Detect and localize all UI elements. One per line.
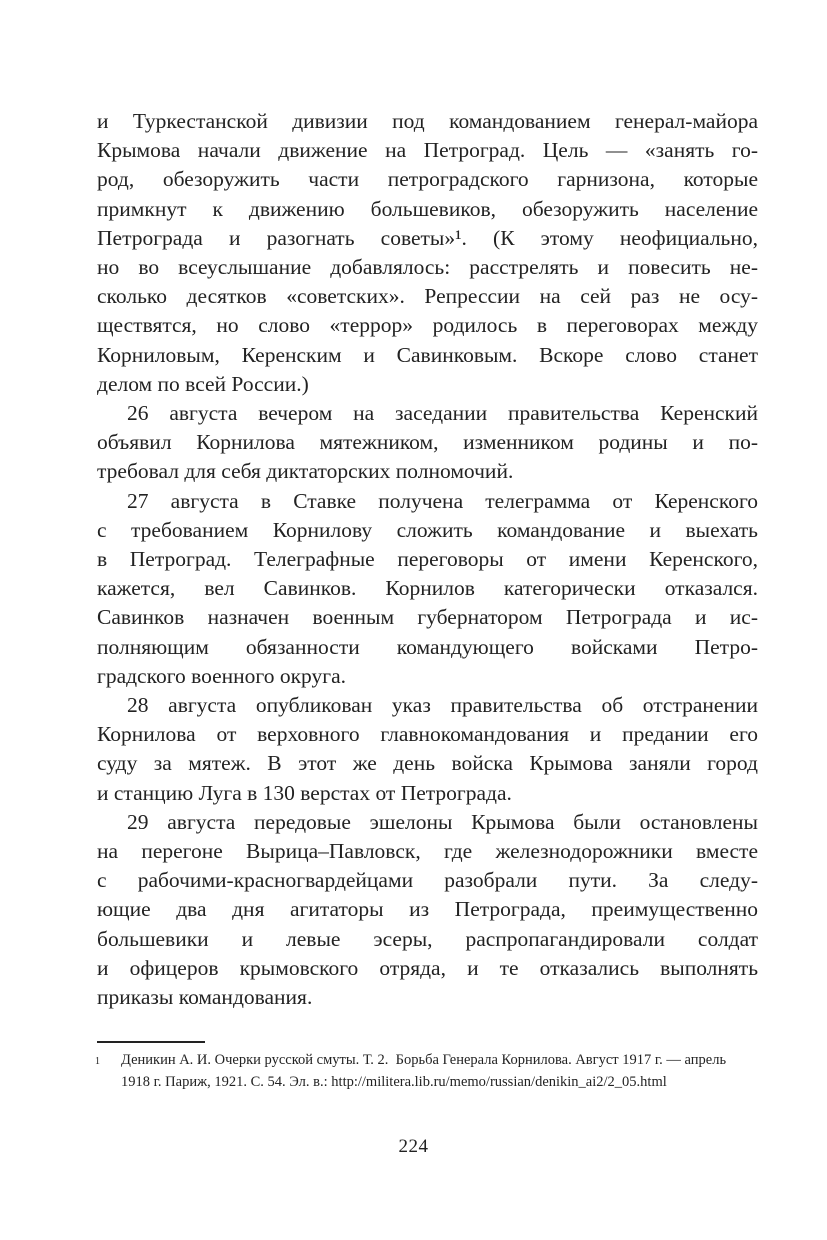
text-line: ществятся, но слово «террор» родилось в переговорах между xyxy=(97,313,758,338)
text-line: большевики и левые эсеры, распропагандировали солдат xyxy=(97,926,758,951)
footnote-text xyxy=(121,1049,760,1093)
paragraph xyxy=(97,487,758,691)
text-line: и офицеров крымовского отряда, и те отказались выполнять xyxy=(97,955,758,980)
text-line: кажется, вел Савинков. Корнилов категорически отказался. xyxy=(97,576,758,601)
page-number: 224 xyxy=(398,1136,429,1157)
footnote-line: 1918 г. Париж, 1921. С. 54. Эл. в.: http://militera.lib.ru/memo/russian/denikin_ai2/2_05.html xyxy=(121,1074,667,1090)
footnote-divider xyxy=(97,1041,205,1043)
text-line: объявил Корнилова мятежником, изменником родины и по- xyxy=(97,430,758,455)
text-line: приказы командования. xyxy=(97,985,313,1010)
footnote-marker: 1 xyxy=(95,1056,100,1067)
text-line: Корниловым, Керенским и Савинковым. Вскоре слово станет xyxy=(97,342,758,367)
footnote-line: Деникин А. И. Очерки русской смуты. Т. 2. Борьба Генерала Корнилова. Август 1917 г. — апрель xyxy=(121,1052,727,1068)
text-line: с рабочими-красногвардейцами разобрали пути. За следу- xyxy=(97,868,758,893)
text-line: с требованием Корнилову сложить командование и выехать xyxy=(97,517,758,542)
text-line: делом по всей России.) xyxy=(97,371,309,396)
text-line: градского военного округа. xyxy=(97,663,346,688)
text-line: полняющим обязанности командующего войсками Петро- xyxy=(97,634,758,659)
text-line: Крымова начали движение на Петроград. Цель — «занять го- xyxy=(97,138,758,163)
text-line: и Туркестанской дивизии под командованием генерал-майора xyxy=(97,109,758,133)
text-line: в Петроград. Телеграфные переговоры от имени Керенского, xyxy=(97,547,758,572)
text-line: но во всеуслышание добавлялось: расстрелять и повесить не- xyxy=(97,255,758,280)
text-line: 29 августа передовые эшелоны Крымова были остановлены xyxy=(127,809,758,834)
paragraph xyxy=(97,691,758,808)
text-line: 27 августа в Ставке получена телеграмма от Керенского xyxy=(127,488,758,513)
text-line: Петрограда и разогнать советы»¹. (К этому неофициально, xyxy=(97,225,758,250)
text-line: требовал для себя диктаторских полномочий. xyxy=(97,459,514,484)
paragraph xyxy=(97,808,758,1012)
body-text xyxy=(97,107,758,1012)
text-line: Савинков назначен военным губернатором Петрограда и ис- xyxy=(97,605,758,630)
paragraph xyxy=(97,107,758,399)
text-line: на перегоне Вырица–Павловск, где железнодорожники вместе xyxy=(97,839,758,864)
text-line: суду за мятеж. В этот же день войска Крымова заняли город xyxy=(97,751,758,776)
text-line: 26 августа вечером на заседании правительства Керенский xyxy=(127,401,758,426)
text-line: и станцию Луга в 130 верстах от Петрограда. xyxy=(97,780,512,805)
text-line: род, обезоружить части петроградского гарнизона, которые xyxy=(97,167,758,192)
text-line: 28 августа опубликован указ правительства об отстранении xyxy=(127,693,758,718)
text-line: Корнилова от верховного главнокомандования и предании его xyxy=(97,722,758,747)
paragraph xyxy=(97,399,758,487)
footnote xyxy=(95,1049,760,1093)
text-line: сколько десятков «советских». Репрессии на сей раз не осу- xyxy=(97,284,758,309)
text-line: примкнут к движению большевиков, обезоружить население xyxy=(97,196,758,221)
text-line: ющие два дня агитаторы из Петрограда, преимущественно xyxy=(97,897,758,922)
